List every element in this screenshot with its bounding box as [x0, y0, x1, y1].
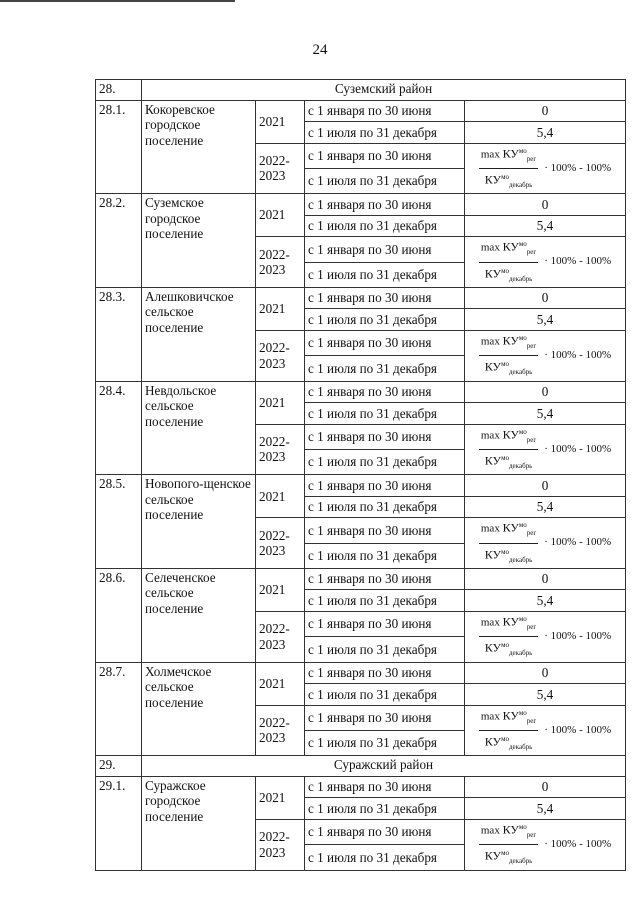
value-cell: 0	[465, 287, 626, 309]
formula: $\frac{\max КУ^{мо}_{рег}}{КУ^{мо}_{декабрь}}$ · 100% - 100%	[467, 820, 623, 870]
year-cell: 2021	[256, 100, 305, 143]
period-cell: с 1 января по 30 июня	[305, 518, 465, 543]
settlement-name: Суземское городское поселение	[142, 194, 256, 288]
year-cell: 2022-2023	[256, 518, 305, 569]
period-cell: с 1 июля по 31 декабря	[305, 590, 465, 612]
region-row	[96, 80, 626, 101]
year-cell: 2021	[256, 776, 305, 819]
period-cell: с 1 января по 30 июня	[305, 381, 465, 403]
year-cell: 2021	[256, 475, 305, 518]
table-row	[96, 100, 626, 122]
row-number: 28.	[96, 80, 142, 101]
value-cell: 5,4	[465, 309, 626, 331]
year-cell: 2022-2023	[256, 424, 305, 475]
formula-cell	[465, 424, 626, 475]
settlement-name: Кокоревское городское поселение	[142, 100, 256, 194]
period-cell: с 1 июля по 31 декабря	[305, 262, 465, 287]
formula: $\frac{\max КУ^{мо}_{рег}}{КУ^{мо}_{декабрь}}$ · 100% - 100%	[467, 237, 623, 287]
settlement-name: Холмечское сельское поселение	[142, 662, 256, 756]
value-cell: 0	[465, 475, 626, 497]
table-row	[96, 381, 626, 403]
year-cell: 2022-2023	[256, 611, 305, 662]
period-cell: с 1 июля по 31 декабря	[305, 309, 465, 331]
settlement-name: Суражское городское поселение	[142, 776, 256, 870]
period-cell: с 1 июля по 31 декабря	[305, 637, 465, 662]
table-row	[96, 662, 626, 684]
value-cell: 5,4	[465, 403, 626, 425]
settlement-name: Алешковичское сельское поселение	[142, 287, 256, 381]
value-cell: 0	[465, 776, 626, 798]
period-cell: с 1 июля по 31 декабря	[305, 730, 465, 755]
row-number: 29.	[96, 756, 142, 777]
period-cell: с 1 июля по 31 декабря	[305, 845, 465, 870]
value-cell: 0	[465, 381, 626, 403]
formula-cell	[465, 143, 626, 194]
page-number: 24	[312, 42, 328, 58]
period-cell: с 1 января по 30 июня	[305, 424, 465, 449]
table-row	[96, 776, 626, 798]
year-cell: 2022-2023	[256, 237, 305, 288]
row-number: 28.5.	[96, 475, 142, 569]
period-cell: с 1 июля по 31 декабря	[305, 543, 465, 568]
settlement-name: Невдольское сельское поселение	[142, 381, 256, 475]
formula: $\frac{\max КУ^{мо}_{рег}}{КУ^{мо}_{декабрь}}$ · 100% - 100%	[467, 331, 623, 381]
formula-cell	[465, 611, 626, 662]
region-row	[96, 756, 626, 777]
year-cell: 2021	[256, 287, 305, 330]
formula-cell	[465, 518, 626, 569]
year-cell: 2021	[256, 194, 305, 237]
formula-cell	[465, 819, 626, 870]
formula-cell	[465, 330, 626, 381]
period-cell: с 1 января по 30 июня	[305, 143, 465, 168]
table-row	[96, 287, 626, 309]
value-cell: 5,4	[465, 684, 626, 706]
formula-cell	[465, 237, 626, 288]
formula: $\frac{\max КУ^{мо}_{рег}}{КУ^{мо}_{декабрь}}$ · 100% - 100%	[467, 144, 623, 194]
period-cell: с 1 января по 30 июня	[305, 776, 465, 798]
tariff-table	[95, 79, 626, 871]
formula: $\frac{\max КУ^{мо}_{рег}}{КУ^{мо}_{декабрь}}$ · 100% - 100%	[467, 706, 623, 756]
value-cell: 5,4	[465, 215, 626, 237]
formula: $\frac{\max КУ^{мо}_{рег}}{КУ^{мо}_{декабрь}}$ · 100% - 100%	[467, 612, 623, 662]
table-row	[96, 194, 626, 216]
year-cell: 2021	[256, 381, 305, 424]
row-number: 28.6.	[96, 568, 142, 662]
value-cell: 5,4	[465, 122, 626, 144]
period-cell: с 1 июля по 31 декабря	[305, 798, 465, 820]
value-cell: 5,4	[465, 798, 626, 820]
period-cell: с 1 июля по 31 декабря	[305, 684, 465, 706]
formula-cell	[465, 705, 626, 756]
period-cell: с 1 января по 30 июня	[305, 819, 465, 844]
value-cell: 0	[465, 662, 626, 684]
period-cell: с 1 июля по 31 декабря	[305, 356, 465, 381]
period-cell: с 1 января по 30 июня	[305, 611, 465, 636]
table-row	[96, 475, 626, 497]
period-cell: с 1 июля по 31 декабря	[305, 122, 465, 144]
row-number: 28.4.	[96, 381, 142, 475]
table-row	[96, 568, 626, 590]
region-name: Суземский район	[142, 80, 626, 101]
period-cell: с 1 января по 30 июня	[305, 330, 465, 355]
settlement-name: Новопого-щенское сельское поселение	[142, 475, 256, 569]
period-cell: с 1 января по 30 июня	[305, 705, 465, 730]
formula: $\frac{\max КУ^{мо}_{рег}}{КУ^{мо}_{декабрь}}$ · 100% - 100%	[467, 518, 623, 568]
top-rule	[0, 0, 235, 2]
value-cell: 0	[465, 100, 626, 122]
period-cell: с 1 июля по 31 декабря	[305, 215, 465, 237]
row-number: 28.1.	[96, 100, 142, 194]
row-number: 28.3.	[96, 287, 142, 381]
period-cell: с 1 января по 30 июня	[305, 662, 465, 684]
value-cell: 0	[465, 194, 626, 216]
period-cell: с 1 июля по 31 декабря	[305, 168, 465, 193]
period-cell: с 1 января по 30 июня	[305, 100, 465, 122]
period-cell: с 1 июля по 31 декабря	[305, 403, 465, 425]
year-cell: 2022-2023	[256, 819, 305, 870]
period-cell: с 1 января по 30 июня	[305, 287, 465, 309]
period-cell: с 1 января по 30 июня	[305, 194, 465, 216]
year-cell: 2022-2023	[256, 143, 305, 194]
year-cell: 2022-2023	[256, 330, 305, 381]
row-number: 28.7.	[96, 662, 142, 756]
row-number: 28.2.	[96, 194, 142, 288]
value-cell: 5,4	[465, 496, 626, 518]
row-number: 29.1.	[96, 776, 142, 870]
value-cell: 5,4	[465, 590, 626, 612]
period-cell: с 1 января по 30 июня	[305, 237, 465, 262]
year-cell: 2021	[256, 662, 305, 705]
formula: $\frac{\max КУ^{мо}_{рег}}{КУ^{мо}_{декабрь}}$ · 100% - 100%	[467, 425, 623, 475]
period-cell: с 1 января по 30 июня	[305, 568, 465, 590]
period-cell: с 1 июля по 31 декабря	[305, 449, 465, 474]
year-cell: 2021	[256, 568, 305, 611]
period-cell: с 1 января по 30 июня	[305, 475, 465, 497]
value-cell: 0	[465, 568, 626, 590]
period-cell: с 1 июля по 31 декабря	[305, 496, 465, 518]
settlement-name: Селеченское сельское поселение	[142, 568, 256, 662]
region-name: Суражский район	[142, 756, 626, 777]
year-cell: 2022-2023	[256, 705, 305, 756]
